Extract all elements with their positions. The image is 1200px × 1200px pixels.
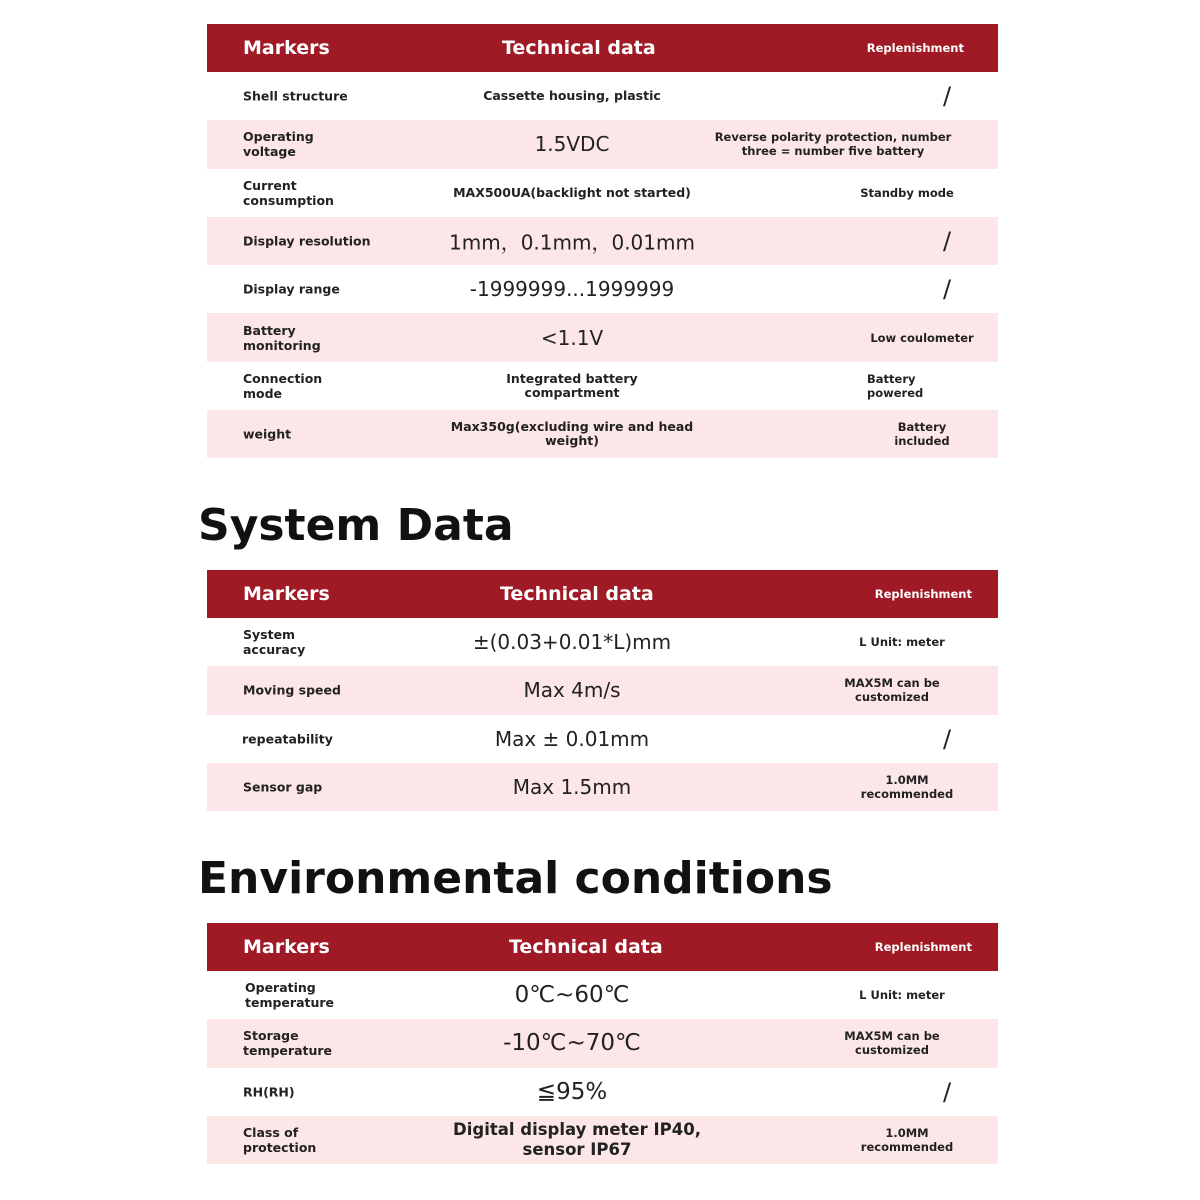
table-row xyxy=(207,1116,998,1164)
header-replenishment: Replenishment xyxy=(866,41,964,55)
row-marker: Operating voltage xyxy=(243,129,314,160)
row-marker: Moving speed xyxy=(243,682,341,698)
row-marker: Shell structure xyxy=(243,88,348,104)
row-value: Max350g(excluding wire and head weight) xyxy=(450,419,694,449)
table-row xyxy=(207,618,998,666)
row-note: L Unit: meter xyxy=(859,988,945,1003)
row-value: -1999999...1999999 xyxy=(469,277,675,302)
header-replenishment: Replenishment xyxy=(874,587,972,601)
row-note: Low coulometer xyxy=(870,330,974,345)
table-row xyxy=(207,666,998,714)
table-row xyxy=(207,1019,998,1067)
spec-table-system xyxy=(207,570,998,811)
header-replenishment: Replenishment xyxy=(874,940,972,954)
row-value: -10℃~70℃ xyxy=(503,1030,641,1057)
row-note: 1.0MM recommended xyxy=(860,773,954,802)
row-marker: RH(RH) xyxy=(243,1084,295,1100)
table-row xyxy=(207,715,998,763)
row-note: Standby mode xyxy=(860,185,954,200)
table-row xyxy=(207,217,998,265)
row-note: / xyxy=(942,227,952,256)
row-marker: Battery monitoring xyxy=(243,322,321,353)
row-value: Max 4m/s xyxy=(523,678,621,703)
table-row xyxy=(207,362,998,410)
row-note: MAX5M can be customized xyxy=(844,676,940,705)
table-row xyxy=(207,1068,998,1116)
row-marker: Display range xyxy=(243,281,340,297)
row-value: Cassette housing, plastic xyxy=(483,88,661,104)
row-value: Digital display meter IP40, sensor IP67 xyxy=(453,1120,701,1160)
row-note: Reverse polarity protection, number three = number five battery xyxy=(714,130,952,159)
header-markers: Markers xyxy=(243,583,330,605)
row-note: / xyxy=(942,275,952,304)
row-note: / xyxy=(942,1077,952,1106)
row-note: L Unit: meter xyxy=(859,635,945,650)
section-title-environmental-conditions: Environmental conditions xyxy=(198,853,833,904)
row-marker: Display resolution xyxy=(243,233,371,249)
row-marker: Current consumption xyxy=(243,177,334,208)
table-row xyxy=(207,265,998,313)
table-row xyxy=(207,72,998,120)
spec-table-environmental xyxy=(207,923,998,1164)
header-technical-data: Technical data xyxy=(500,583,654,605)
header-technical-data: Technical data xyxy=(502,37,656,59)
row-marker: Storage temperature xyxy=(243,1028,333,1059)
table-row xyxy=(207,410,998,458)
row-marker: System accuracy xyxy=(243,627,306,658)
section-title-system-data: System Data xyxy=(198,500,514,551)
table-row xyxy=(207,313,998,361)
row-marker: repeatability xyxy=(242,731,333,747)
table-row xyxy=(207,169,998,217)
row-value: 1.5VDC xyxy=(534,132,610,157)
row-marker: Sensor gap xyxy=(243,779,323,795)
row-value: <1.1V xyxy=(540,325,604,350)
row-marker: Class of protection xyxy=(243,1125,317,1156)
header-technical-data: Technical data xyxy=(509,936,663,958)
row-value: ≦95% xyxy=(536,1078,608,1105)
table-header xyxy=(207,570,998,618)
row-note: MAX5M can be customized xyxy=(844,1029,940,1058)
row-marker: Operating temperature xyxy=(245,980,335,1011)
table-header xyxy=(207,24,998,72)
row-value: Max 1.5mm xyxy=(512,775,632,800)
row-value: Integrated battery compartment xyxy=(506,370,638,400)
header-markers: Markers xyxy=(243,37,330,59)
row-value: ±(0.03+0.01*L)mm xyxy=(472,630,672,655)
row-note: Battery included xyxy=(894,420,950,449)
row-note: Battery powered xyxy=(867,371,924,400)
row-note: / xyxy=(942,724,952,753)
row-value: MAX500UA(backlight not started) xyxy=(453,184,691,200)
row-marker: weight xyxy=(243,426,292,442)
row-value: 1mm，0.1mm，0.01mm xyxy=(449,230,695,255)
header-markers: Markers xyxy=(243,936,330,958)
row-value: 0℃~60℃ xyxy=(514,982,630,1009)
row-marker: Connection mode xyxy=(243,370,323,401)
row-note: / xyxy=(942,82,952,111)
row-note: 1.0MM recommended xyxy=(860,1126,954,1155)
row-value: Max ± 0.01mm xyxy=(494,726,650,751)
table-row xyxy=(207,971,998,1019)
table-row xyxy=(207,120,998,168)
spec-table-general xyxy=(207,24,998,458)
table-row xyxy=(207,763,998,811)
table-header xyxy=(207,923,998,971)
